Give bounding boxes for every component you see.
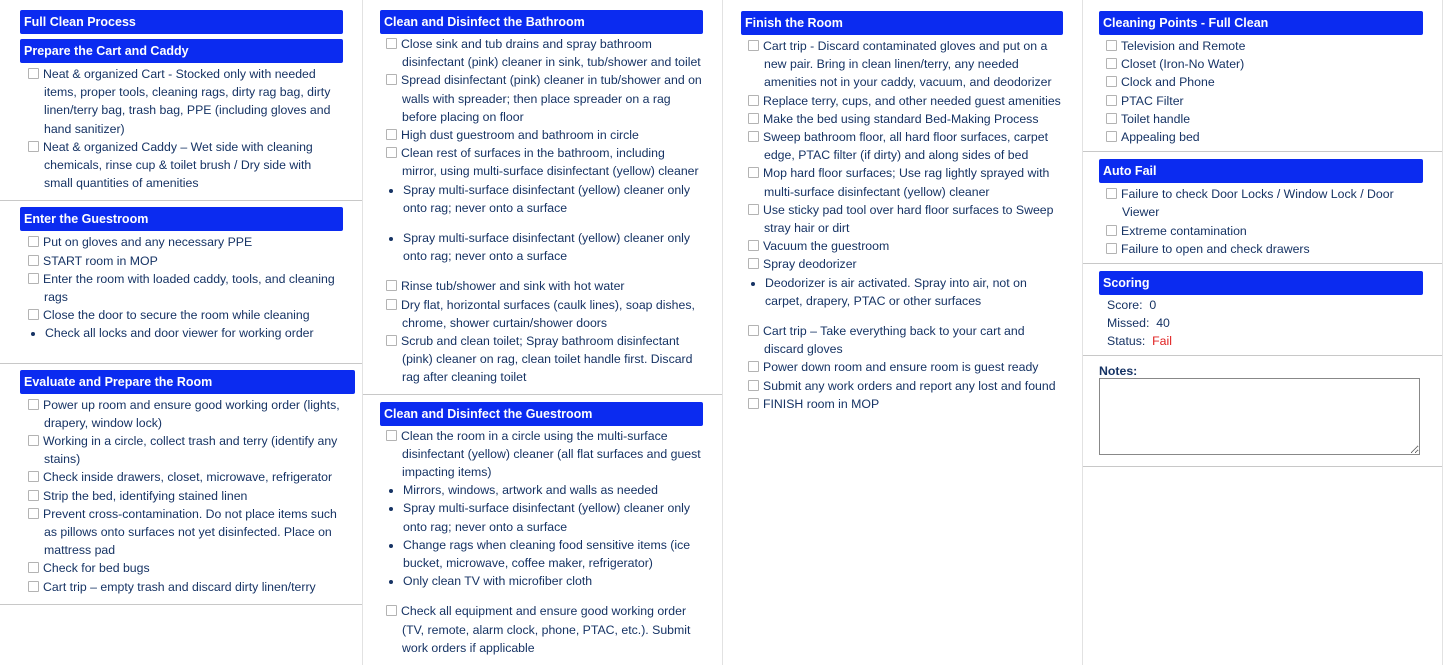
column-3 — [723, 0, 1083, 665]
checkbox[interactable] — [386, 74, 397, 85]
points-item-4[interactable]: PTAC Filter — [1106, 92, 1423, 110]
score-row — [1101, 296, 1423, 314]
prepare-header: Prepare the Cart and Caddy — [20, 39, 343, 63]
checkbox[interactable] — [28, 581, 39, 592]
enter-section — [0, 201, 362, 363]
bathroom-bullet-2: • Spray multi-surface disinfectant (yellow) cleaner only onto rag; never onto a surface — [403, 229, 703, 265]
finish-section — [723, 0, 1082, 413]
checkbox[interactable] — [1106, 225, 1117, 236]
autofail-item-3[interactable]: Failure to open and check drawers — [1106, 240, 1423, 258]
guestroom-section — [363, 395, 722, 657]
spacer — [386, 217, 703, 229]
column-2 — [363, 0, 723, 665]
guestroom-bullet-2: • Spray multi-surface disinfectant (yellow) cleaner only onto rag; never onto a surface — [403, 499, 703, 535]
guestroom-list — [378, 426, 703, 657]
score-value: 0 — [1149, 298, 1157, 313]
checkbox[interactable] — [1106, 113, 1117, 124]
checkbox[interactable] — [28, 273, 39, 284]
bathroom-item-1[interactable]: Close sink and tub drains and spray bathroom disinfectant (pink) cleaner in sink, tub/shower and toilet — [386, 35, 703, 71]
checkbox[interactable] — [1106, 131, 1117, 142]
autofail-item-1[interactable]: Failure to check Door Locks / Window Lock / Door Viewer — [1106, 185, 1423, 221]
evaluate-item-4[interactable]: Strip the bed, identifying stained linen — [28, 487, 343, 505]
guestroom-bullet-3: • Change rags when cleaning food sensitive items (ice bucket, microwave, coffee maker, refrigerator) — [403, 536, 703, 572]
evaluate-item-2[interactable]: Working in a circle, collect trash and terry (identify any stains) — [28, 432, 343, 468]
checkbox[interactable] — [386, 129, 397, 140]
bathroom-bullet-1: • Spray multi-surface disinfectant (yellow) cleaner only onto rag; never onto a surface — [403, 181, 703, 217]
finish-item-6[interactable]: Use sticky pad tool over hard floor surfaces to Sweep stray hair or dirt — [748, 201, 1063, 237]
checkbox[interactable] — [748, 167, 759, 178]
spacer — [748, 310, 1063, 322]
checkbox[interactable] — [748, 325, 759, 336]
checkbox[interactable] — [1106, 58, 1117, 69]
checkbox[interactable] — [748, 95, 759, 106]
status-label: Status: — [1107, 334, 1146, 349]
checkbox[interactable] — [386, 280, 397, 291]
enter-bullet-1: • Check all locks and door viewer for working order — [45, 324, 343, 342]
finish-header: Finish the Room — [741, 11, 1063, 35]
finish-item-5[interactable]: Mop hard floor surfaces; Use rag lightly sprayed with multi-surface disinfectant (yellow) cleaner — [748, 164, 1063, 200]
guestroom-header: Clean and Disinfect the Guestroom — [380, 402, 703, 426]
checkbox[interactable] — [748, 240, 759, 251]
prepare-section — [0, 34, 362, 201]
finish-bullet-1: • Deodorizer is air activated. Spray into air, not on carpet, drapery, PTAC or other surfaces — [765, 274, 1063, 310]
guestroom-item-1[interactable]: Clean the room in a circle using the multi-surface disinfectant (yellow) cleaner (all flat surfaces and guest impacting items) — [386, 427, 703, 482]
notes-section — [1083, 356, 1442, 467]
finish-item-9[interactable]: Cart trip – Take everything back to your cart and discard gloves — [748, 322, 1063, 358]
autofail-list — [1099, 183, 1423, 258]
evaluate-header: Evaluate and Prepare the Room — [20, 370, 355, 394]
missed-label: Missed: — [1107, 316, 1150, 331]
finish-item-2[interactable]: Replace terry, cups, and other needed guest amenities — [748, 92, 1063, 110]
finish-item-12[interactable]: FINISH room in MOP — [748, 395, 1063, 413]
bathroom-list — [378, 34, 703, 387]
checkbox[interactable] — [748, 204, 759, 215]
status-value: Fail — [1152, 334, 1172, 349]
checkbox[interactable] — [28, 435, 39, 446]
finish-item-7[interactable]: Vacuum the guestroom — [748, 237, 1063, 255]
checkbox[interactable] — [1106, 76, 1117, 87]
checkbox[interactable] — [1106, 95, 1117, 106]
checkbox[interactable] — [748, 398, 759, 409]
checkbox[interactable] — [28, 68, 39, 79]
bathroom-section — [363, 0, 722, 395]
guestroom-bullet-1: • Mirrors, windows, artwork and walls as needed — [403, 481, 703, 499]
checkbox[interactable] — [28, 255, 39, 266]
checkbox[interactable] — [386, 147, 397, 158]
bathroom-item-4[interactable]: Clean rest of surfaces in the bathroom, including mirror, using multi-surface disinfectant (yellow) cleaner — [386, 144, 703, 180]
checkbox[interactable] — [748, 258, 759, 269]
checkbox[interactable] — [1106, 40, 1117, 51]
bathroom-item-6[interactable]: Dry flat, horizontal surfaces (caulk lines), soap dishes, chrome, shower curtain/shower doors — [386, 296, 703, 332]
finish-list — [741, 35, 1063, 413]
notes-label: Notes: — [1099, 363, 1138, 378]
spacer — [386, 590, 703, 602]
checkbox[interactable] — [748, 40, 759, 51]
enter-item-4[interactable]: Close the door to secure the room while cleaning — [28, 306, 343, 324]
evaluate-item-7[interactable]: Cart trip – empty trash and discard dirty linen/terry — [28, 578, 343, 596]
points-list — [1099, 35, 1423, 146]
bathroom-header: Clean and Disinfect the Bathroom — [380, 10, 703, 34]
checkbox[interactable] — [28, 309, 39, 320]
checkbox[interactable] — [386, 605, 397, 616]
points-item-3[interactable]: Clock and Phone — [1106, 73, 1423, 91]
bathroom-item-5[interactable]: Rinse tub/shower and sink with hot water — [386, 277, 703, 295]
prepare-item-1[interactable]: Neat & organized Cart - Stocked only with needed items, proper tools, cleaning rags, dirty rag bag, dirty linen/terry bag, trash bag, PPE (including gloves and hand sanitizer) — [28, 65, 343, 138]
checkbox[interactable] — [386, 335, 397, 346]
checkbox[interactable] — [28, 562, 39, 573]
missed-value: 40 — [1156, 316, 1170, 331]
enter-bullets — [28, 324, 343, 342]
evaluate-list — [8, 394, 355, 596]
evaluate-item-5[interactable]: Prevent cross-contamination. Do not place items such as pillows onto surfaces not yet disinfected. Place on mattress pad — [28, 505, 343, 560]
checkbox[interactable] — [28, 471, 39, 482]
checkbox[interactable] — [28, 508, 39, 519]
points-item-6[interactable]: Appealing bed — [1106, 128, 1423, 146]
scoring-list — [1099, 295, 1423, 351]
guestroom-bullet-4: • Only clean TV with microfiber cloth — [403, 572, 703, 590]
column-4 — [1083, 0, 1443, 665]
scoring-header: Scoring — [1099, 271, 1423, 295]
evaluate-item-6[interactable]: Check for bed bugs — [28, 559, 343, 577]
full-clean-process-header: Full Clean Process — [20, 10, 343, 34]
finish-item-4[interactable]: Sweep bathroom floor, all hard floor surfaces, carpet edge, PTAC filter (if dirty) and along sides of bed — [748, 128, 1063, 164]
finish-item-11[interactable]: Submit any work orders and report any lost and found — [748, 377, 1063, 395]
checkbox[interactable] — [28, 236, 39, 247]
checkbox[interactable] — [1106, 243, 1117, 254]
evaluate-section — [0, 364, 362, 605]
points-header: Cleaning Points - Full Clean — [1099, 11, 1423, 35]
autofail-section — [1083, 152, 1442, 264]
checkbox[interactable] — [748, 361, 759, 372]
points-section — [1083, 0, 1442, 152]
scoring-section — [1083, 264, 1442, 356]
status-row — [1101, 332, 1423, 350]
checkbox[interactable] — [386, 38, 397, 49]
finish-item-1[interactable]: Cart trip - Discard contaminated gloves and put on a new pair. Bring in clean linen/terry, any needed amenities not in your caddy, vacuum, and deodorizer — [748, 37, 1063, 92]
bathroom-bullets-a — [386, 181, 703, 217]
finish-item-3[interactable]: Make the bed using standard Bed-Making Process — [748, 110, 1063, 128]
enter-item-1[interactable]: Put on gloves and any necessary PPE — [28, 233, 343, 251]
spacer — [386, 265, 703, 277]
column-1 — [0, 0, 363, 665]
autofail-header: Auto Fail — [1099, 159, 1423, 183]
missed-row — [1101, 314, 1423, 332]
prepare-item-2[interactable]: Neat & organized Caddy – Wet side with cleaning chemicals, rinse cup & toilet brush / Dry side with small quantities of amenities — [28, 138, 343, 193]
evaluate-item-1[interactable]: Power up room and ensure good working order (lights, drapery, window lock) — [28, 396, 343, 432]
checkbox[interactable] — [28, 490, 39, 501]
points-item-5[interactable]: Toilet handle — [1106, 110, 1423, 128]
checkbox[interactable] — [386, 430, 397, 441]
points-item-2[interactable]: Closet (Iron-No Water) — [1106, 55, 1423, 73]
enter-item-2[interactable]: START room in MOP — [28, 252, 343, 270]
bathroom-item-7[interactable]: Scrub and clean toilet; Spray bathroom disinfectant (pink) cleaner on rag, clean toilet handle first. Discard rag after cleaning toilet — [386, 332, 703, 387]
checkbox[interactable] — [748, 113, 759, 124]
enter-header: Enter the Guestroom — [20, 207, 343, 231]
checkbox[interactable] — [748, 131, 759, 142]
checkbox[interactable] — [386, 299, 397, 310]
evaluate-item-3[interactable]: Check inside drawers, closet, microwave, refrigerator — [28, 468, 343, 486]
guestroom-item-2[interactable]: Check all equipment and ensure good working order (TV, remote, alarm clock, phone, PTAC, etc.). Submit work orders if applicable — [386, 602, 703, 657]
guestroom-bullets — [386, 481, 703, 590]
enter-item-3[interactable]: Enter the room with loaded caddy, tools, and cleaning rags — [28, 270, 343, 306]
autofail-item-2[interactable]: Extreme contamination — [1106, 222, 1423, 240]
finish-bullets — [748, 274, 1063, 310]
prepare-list — [8, 63, 343, 192]
bathroom-bullets-b — [386, 229, 703, 265]
finish-item-10[interactable]: Power down room and ensure room is guest ready — [748, 358, 1063, 376]
bathroom-item-3[interactable]: High dust guestroom and bathroom in circle — [386, 126, 703, 144]
notes-textarea[interactable] — [1099, 378, 1420, 455]
checkbox[interactable] — [28, 399, 39, 410]
checkbox[interactable] — [1106, 188, 1117, 199]
enter-list — [8, 231, 343, 342]
bathroom-item-2[interactable]: Spread disinfectant (pink) cleaner in tub/shower and on walls with spreader; then place spreader on a rag before placing on floor — [386, 71, 703, 126]
score-label: Score: — [1107, 298, 1143, 313]
checkbox[interactable] — [28, 141, 39, 152]
points-item-1[interactable]: Television and Remote — [1106, 37, 1423, 55]
finish-item-8[interactable]: Spray deodorizer — [748, 255, 1063, 273]
checkbox[interactable] — [748, 380, 759, 391]
